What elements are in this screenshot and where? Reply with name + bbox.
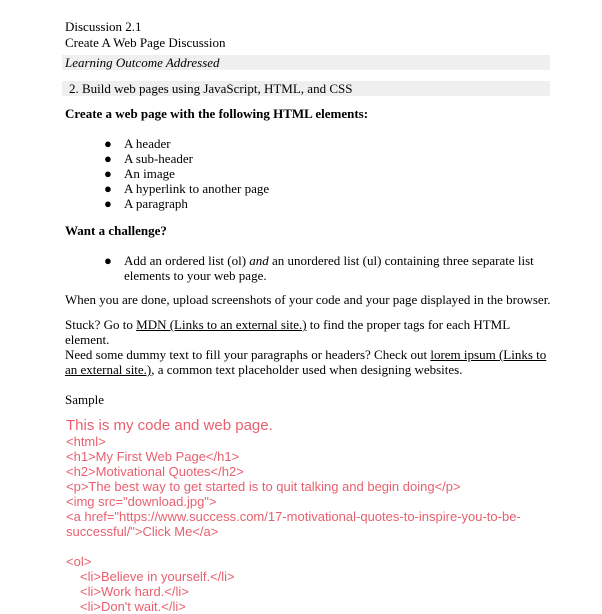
challenge-emphasis: and: [249, 253, 269, 268]
code-line: <p>The best way to get started is to quit talking and begin doing</p>: [66, 479, 461, 494]
dummy-line-2: [65, 362, 462, 377]
code-line: <h2>Motivational Quotes</h2>: [66, 464, 244, 479]
done-instructions: When you are done, upload screenshots of your code and your page displayed in the browser.: [65, 292, 551, 307]
sample-label: Sample: [65, 392, 104, 407]
bullet-icon: ●: [104, 136, 112, 151]
code-intro: This is my code and web page.: [66, 417, 273, 434]
dummy-text: , a common text placeholder used when designing websites.: [151, 362, 463, 377]
challenge-line-1: [124, 253, 534, 268]
stuck-line-1: [65, 317, 510, 332]
bullet-icon: ●: [104, 196, 112, 211]
task-item: A sub-header: [124, 151, 193, 166]
task-heading: Create a web page with the following HTML elements:: [65, 106, 369, 121]
discussion-subtitle: Create A Web Page Discussion: [65, 35, 226, 50]
code-ol-item: <li>Work hard.</li>: [80, 584, 189, 599]
discussion-title: Discussion 2.1: [65, 19, 142, 34]
task-item: A hyperlink to another page: [124, 181, 270, 196]
challenge-line-2: elements to your web page.: [124, 268, 267, 283]
stuck-text: Stuck? Go to: [65, 317, 137, 332]
task-item: A header: [124, 136, 171, 151]
challenge-heading: Want a challenge?: [65, 223, 167, 238]
challenge-text: Add an ordered list (ol): [124, 253, 250, 268]
code-ol-item: <li>Believe in yourself.</li>: [80, 569, 235, 584]
lorem-ipsum-link[interactable]: lorem ipsum (Links to: [430, 347, 547, 362]
bullet-icon: ●: [104, 181, 112, 196]
bullet-icon: ●: [104, 151, 112, 166]
dummy-text: Need some dummy text to fill your paragraphs or headers? Check out: [65, 347, 431, 362]
code-line: successful/">Click Me</a>: [66, 524, 219, 539]
outcome-heading: Learning Outcome Addressed: [65, 55, 220, 70]
lorem-ipsum-link[interactable]: an external site.): [65, 362, 152, 377]
code-line: <h1>My First Web Page</h1>: [66, 449, 240, 464]
stuck-text: to find the proper tags for each HTML: [306, 317, 511, 332]
challenge-text: an unordered list (ul) containing three separate list: [268, 253, 534, 268]
outcome-item: 2. Build web pages using JavaScript, HTML, and CSS: [69, 81, 353, 96]
bullet-icon: ●: [104, 253, 112, 268]
code-ol-item: <li>Don't wait.</li>: [80, 599, 186, 614]
mdn-link[interactable]: MDN (Links to an external site.): [136, 317, 307, 332]
code-ol-open: <ol>: [66, 554, 92, 569]
task-item: An image: [124, 166, 175, 181]
stuck-line-2: element.: [65, 332, 110, 347]
bullet-icon: ●: [104, 166, 112, 181]
code-line: <html>: [66, 434, 106, 449]
code-line: <a href="https://www.success.com/17-motivational-quotes-to-inspire-you-to-be-: [66, 509, 521, 524]
task-item: A paragraph: [124, 196, 188, 211]
code-line: <img src="download.jpg">: [66, 494, 217, 509]
dummy-line-1: [65, 347, 546, 362]
